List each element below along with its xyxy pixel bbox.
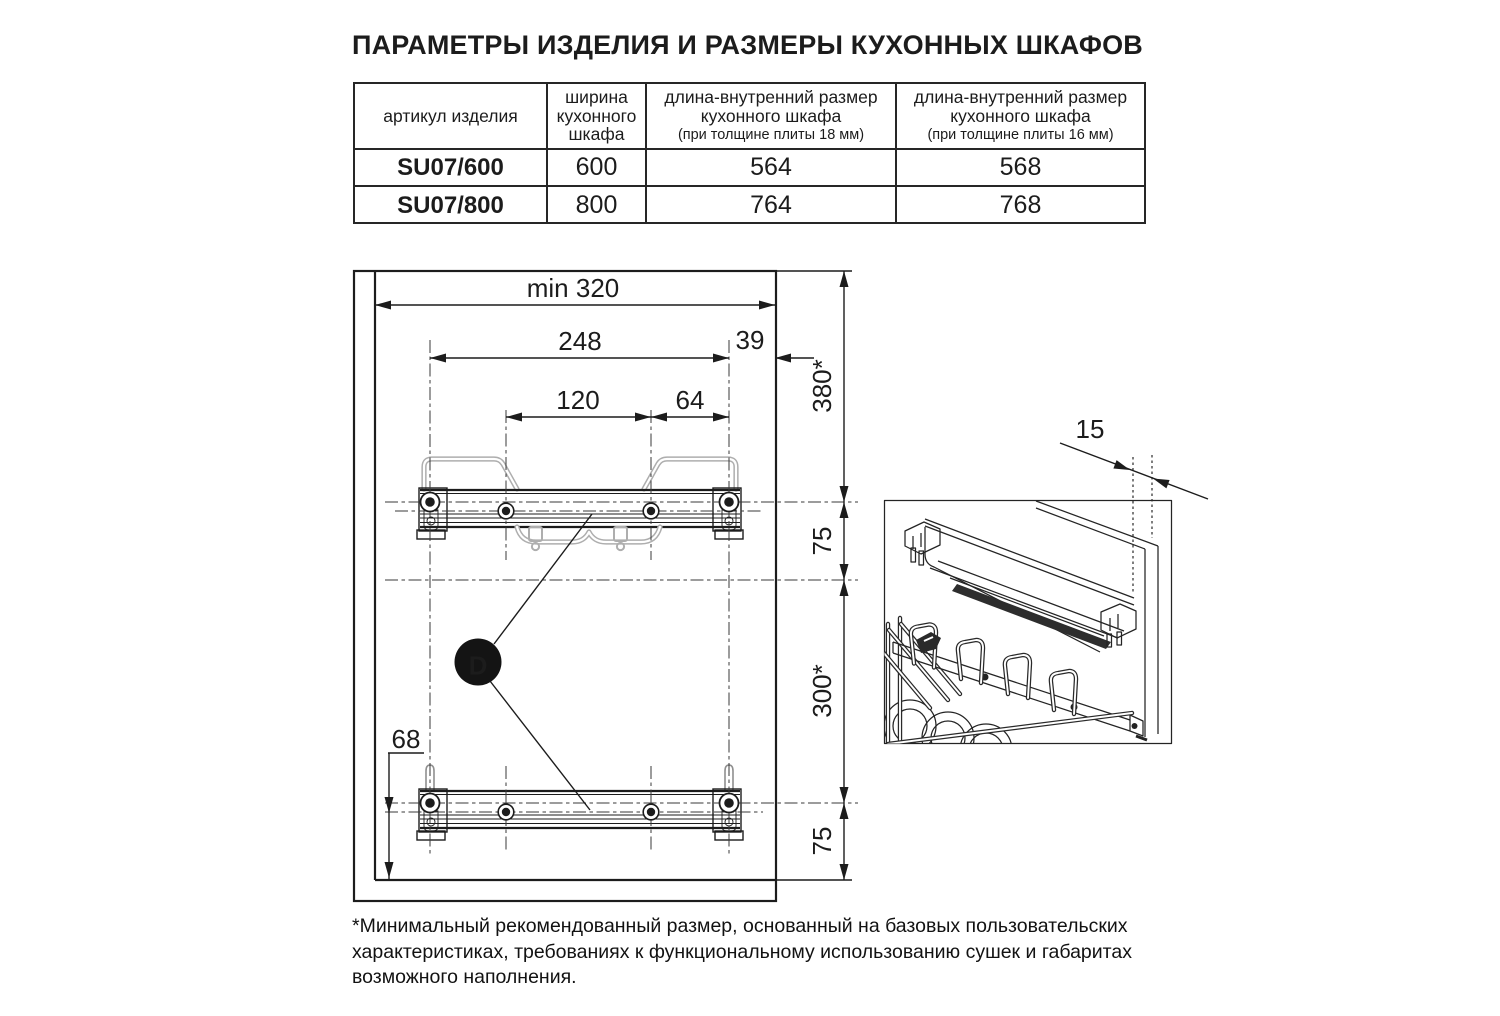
detail-dim-15 xyxy=(1060,414,1208,593)
dim-label: 75 xyxy=(806,826,837,856)
table-row-len18: 764 xyxy=(647,187,897,224)
footnote-line: характеристиках, требованиях к функциональному использованию сушек и габаритах xyxy=(352,940,1132,963)
footnote-line: *Минимальный рекомендованный размер, основанный на базовых пользовательских xyxy=(352,915,1128,937)
table-row-len18: 564 xyxy=(647,150,897,187)
top-mounting-rail xyxy=(417,459,743,550)
dim-label: 39 xyxy=(735,325,765,355)
table-row-len16: 768 xyxy=(999,191,1042,219)
detail-view xyxy=(883,414,1208,776)
table-row-width: 800 xyxy=(548,187,647,224)
dim-120-64 xyxy=(506,385,729,422)
dim-label: min 320 xyxy=(526,273,620,303)
dim-vertical-column xyxy=(807,271,849,880)
table-row-len16: 568 xyxy=(897,150,1144,187)
callout-d xyxy=(455,514,593,810)
dim-label: 15 xyxy=(1075,414,1105,444)
col-header-length-16: длина-внутренний размер кухонного шкафа (при толщине плиты 16 мм) xyxy=(897,84,1144,150)
table-row-article: SU07/800 xyxy=(355,187,548,224)
footnote xyxy=(352,914,1132,991)
dim-68 xyxy=(385,724,425,880)
table-row-width: 600 xyxy=(548,150,647,187)
dim-min-320 xyxy=(375,273,775,310)
dim-label: 64 xyxy=(675,385,705,415)
dim-label: 75 xyxy=(806,526,837,556)
callout-d-label: D xyxy=(468,650,488,681)
dim-label: 248 xyxy=(558,326,602,356)
detail-bracket xyxy=(905,519,1136,652)
col-header-article: артикул изделия xyxy=(355,84,548,150)
dim-label: 68 xyxy=(391,724,421,754)
dim-248 xyxy=(430,326,729,363)
dim-label: 380* xyxy=(806,359,837,413)
dim-39 xyxy=(736,325,814,363)
dim-label: 120 xyxy=(556,385,600,415)
footnote-line: возможного наполнения. xyxy=(352,966,577,988)
col-header-length-18: длина-внутренний размер кухонного шкафа (при толщине плиты 18 мм) xyxy=(647,84,897,150)
page-title: ПАРАМЕТРЫ ИЗДЕЛИЯ И РАЗМЕРЫ КУХОННЫХ ШКАФОВ xyxy=(352,30,1143,60)
dim-label: 300* xyxy=(806,664,837,718)
table-row-article: SU07/600 xyxy=(355,150,548,187)
col-header-width: ширина кухонного шкафа xyxy=(548,84,647,150)
